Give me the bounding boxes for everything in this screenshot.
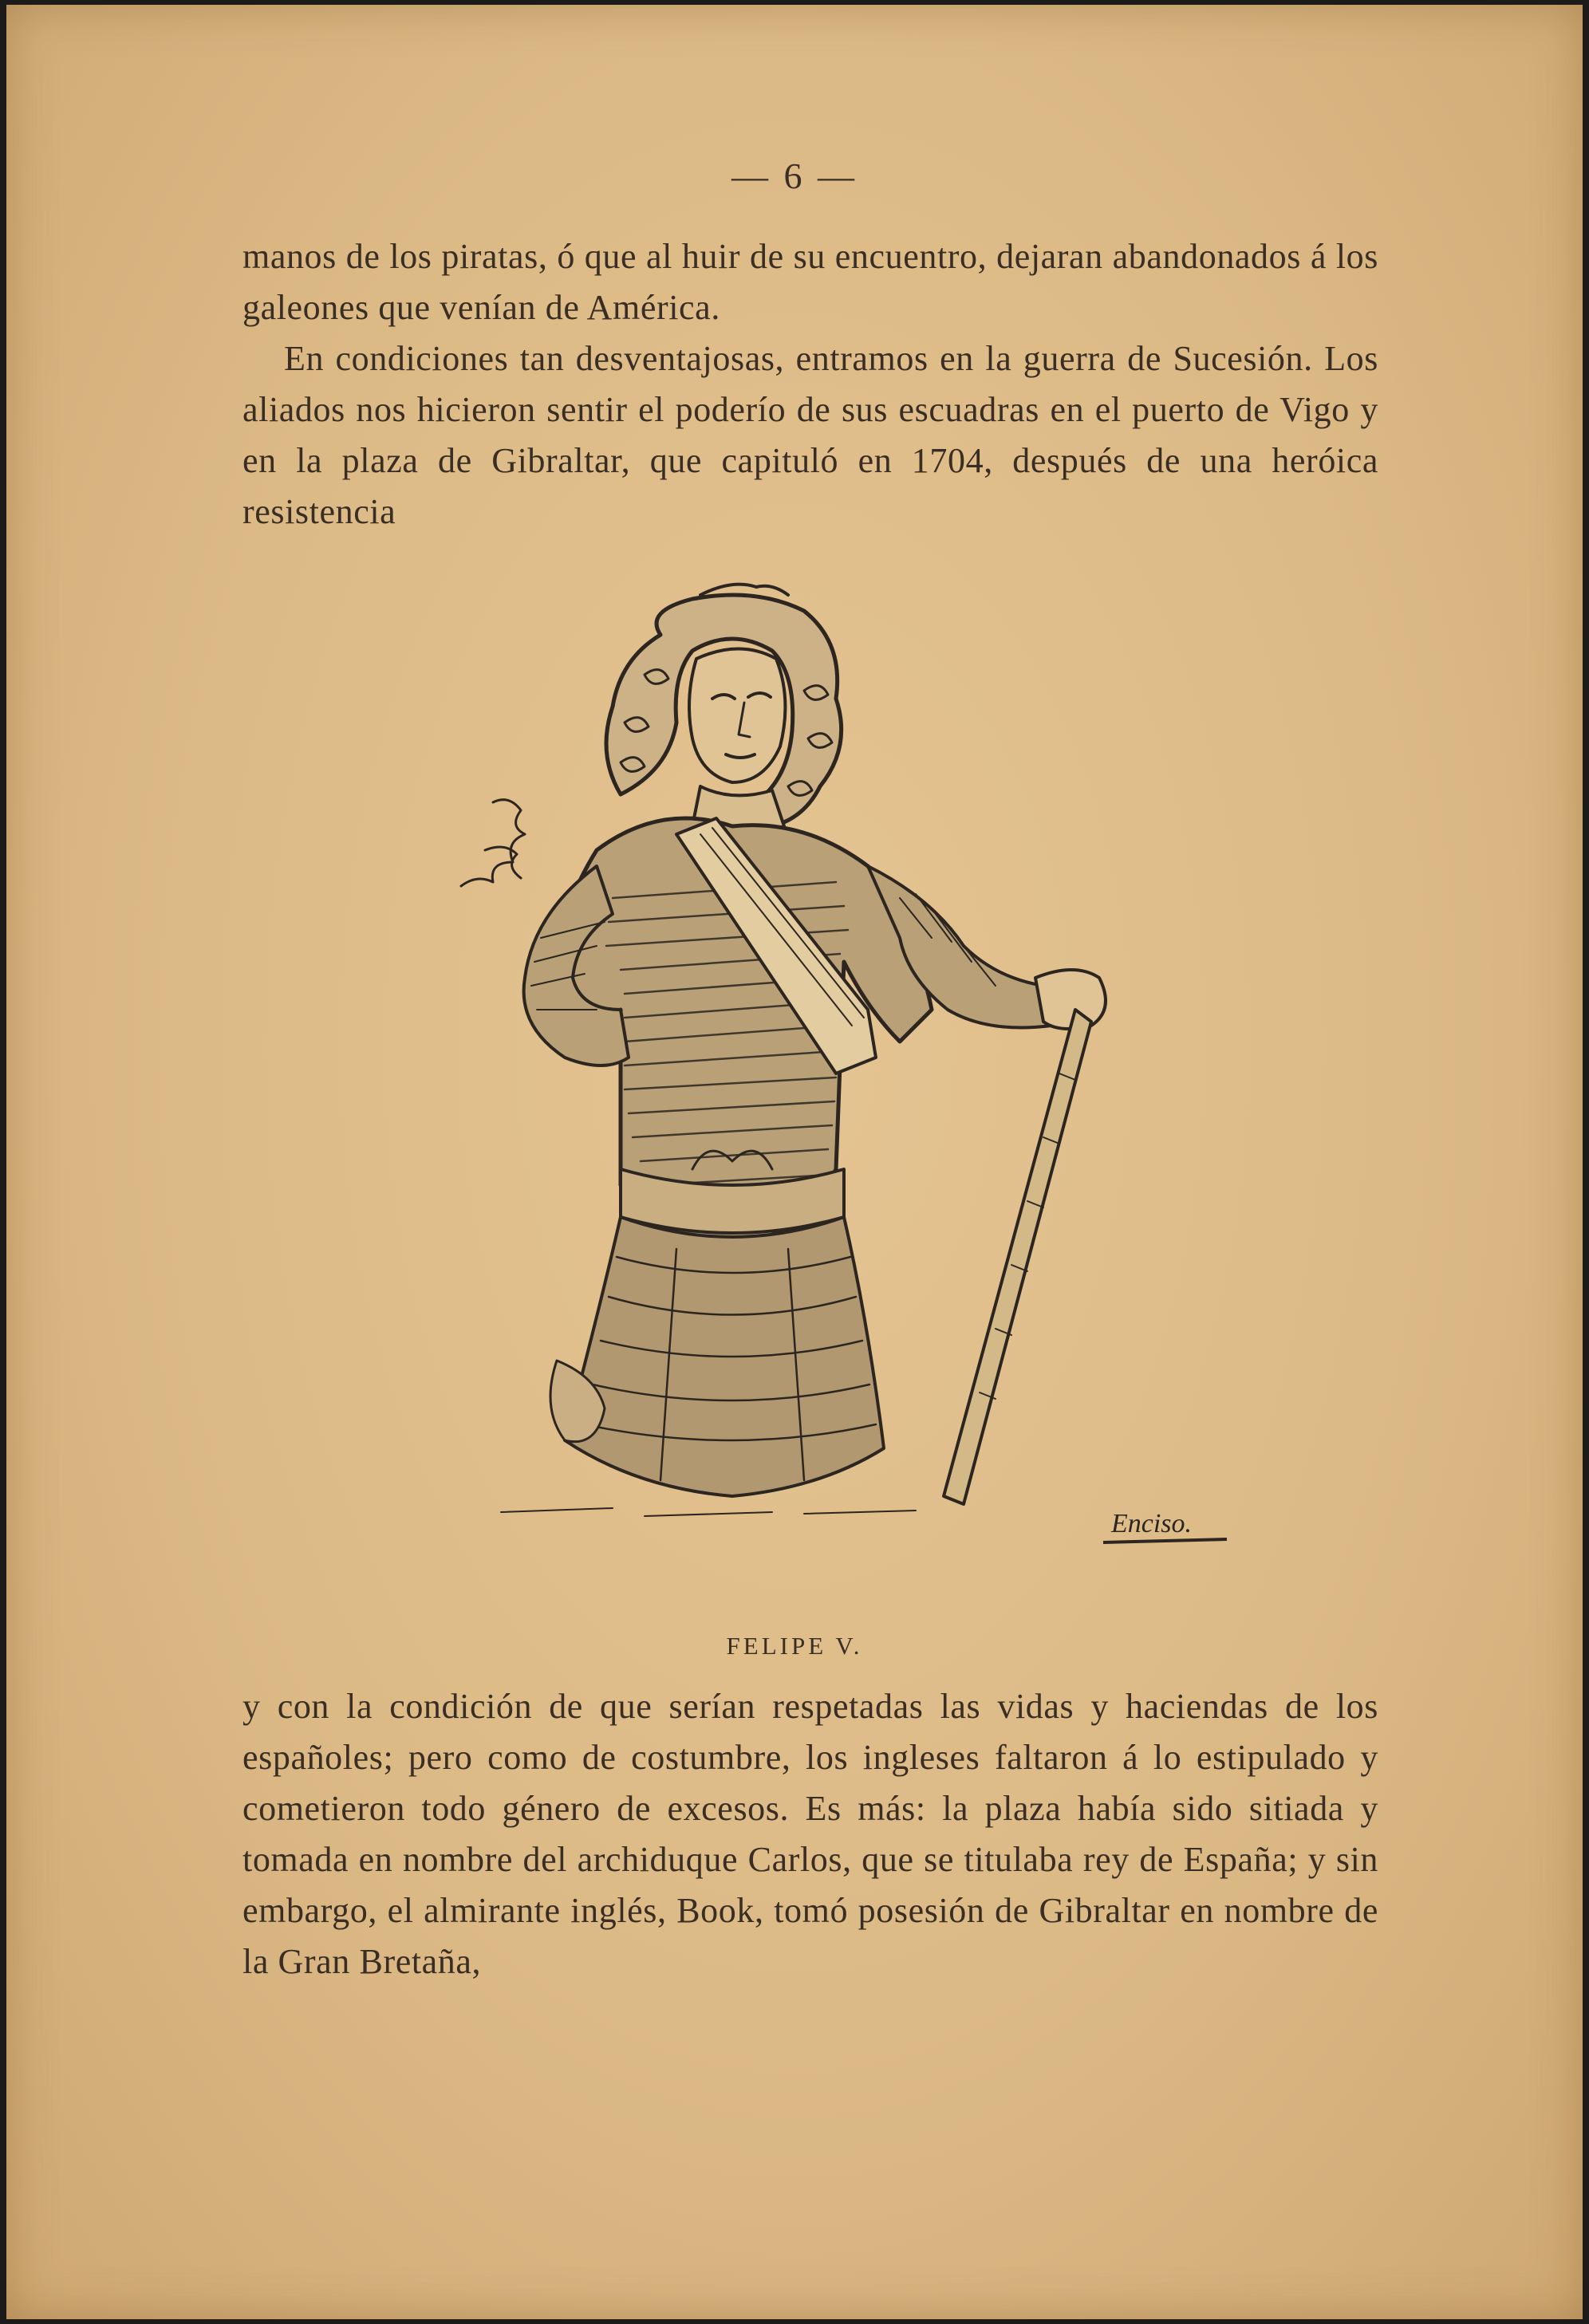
signature-underline xyxy=(1103,1539,1227,1542)
page-number: — 6 — xyxy=(731,156,858,196)
face xyxy=(689,649,785,783)
right-hand xyxy=(1035,970,1106,1029)
paragraph-1: manos de los piratas, ó que al huir de su encuentro, dejaran abandonados á los galeones que venían de América. xyxy=(242,237,1378,327)
paragraph-2: En condiciones tan desventajosas, entramos en la guerra de Sucesión. Los aliados nos hicieron sentir el poderío de sus escuadras en el puerto de Vigo y en la plaza de Gibraltar, que capituló en 1704, después de una heróica resistencia xyxy=(242,339,1378,531)
figure-caption: FELIPE V. xyxy=(726,1632,863,1660)
artist-signature: Enciso. xyxy=(1111,1509,1193,1538)
paragraph-3: y con la condición de que serían respetadas las vidas y haciendas de los españoles; pero como de costumbre, los ingleses faltaron á lo estipulado y cometieron todo género de excesos. Es más: la plaza había sido sitiada y tomada en nombre del archiduque Carlos, que se titulaba rey de España; y sin embargo, el almirante inglés, Book, tomó posesión de Gibraltar en nombre de la Gran Bretaña, xyxy=(242,1687,1378,1981)
book-page xyxy=(6,5,1583,2319)
bottom-text-block xyxy=(242,1681,1378,1987)
baton xyxy=(944,1010,1091,1504)
top-text-block xyxy=(242,231,1378,538)
ground xyxy=(501,1508,916,1516)
portrait-illustration xyxy=(357,563,1283,1592)
